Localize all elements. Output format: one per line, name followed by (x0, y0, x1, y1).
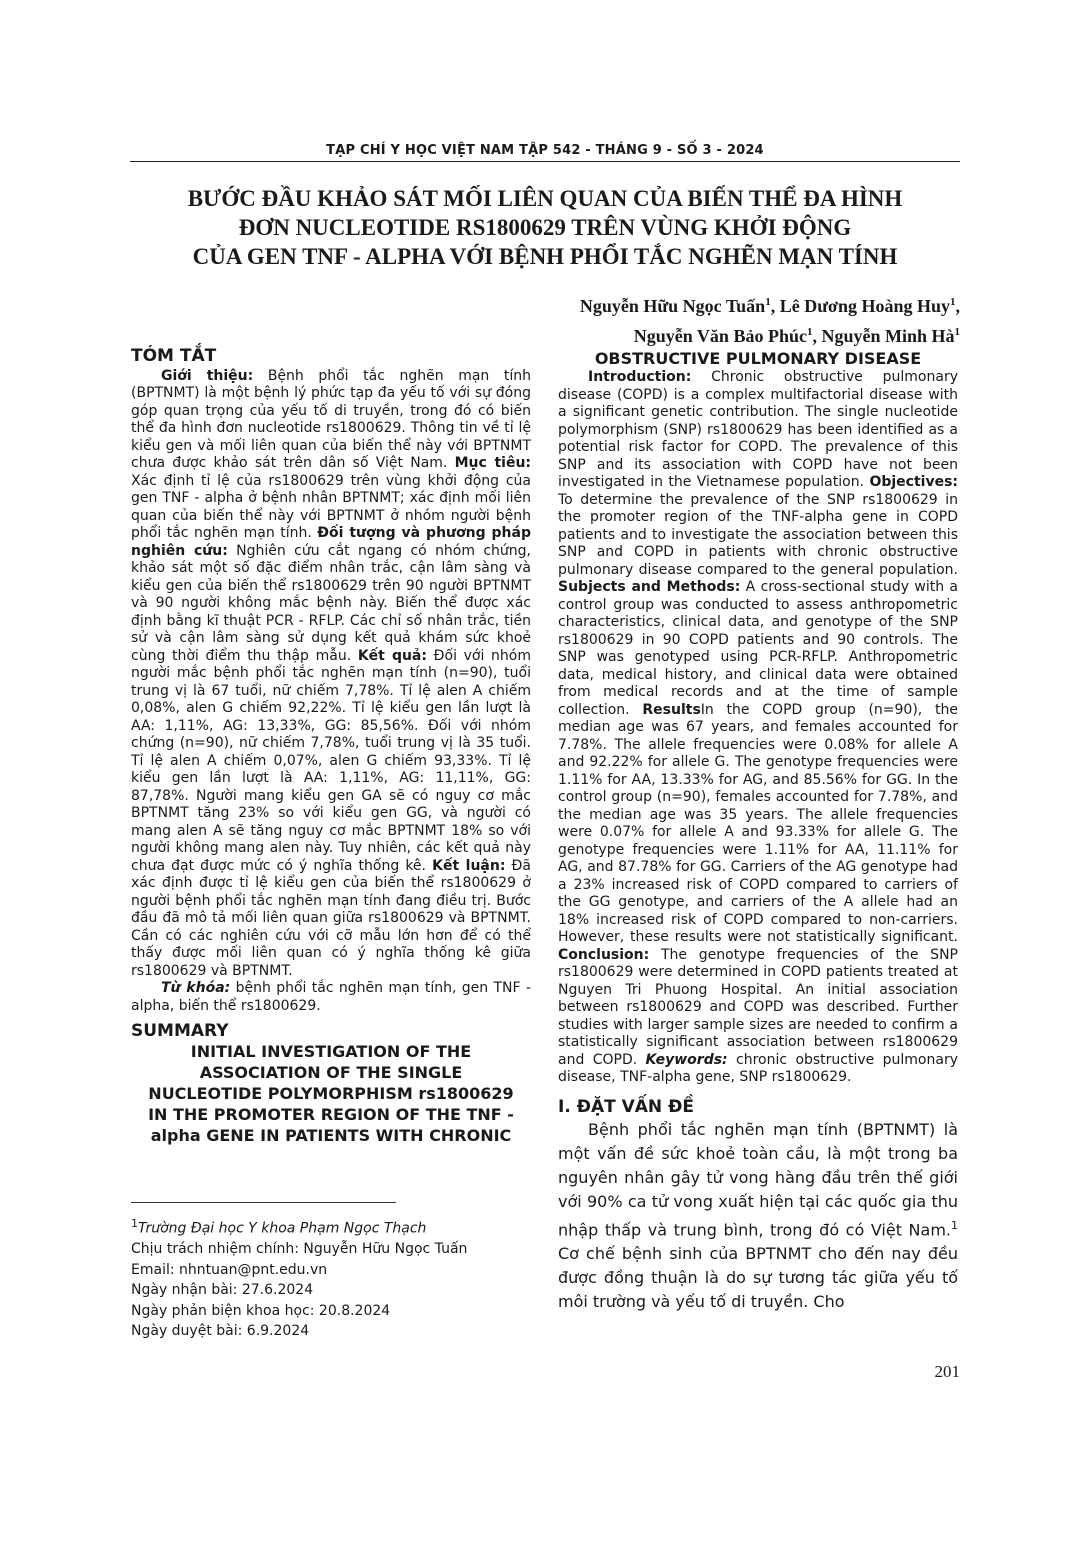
section-text: Bệnh phổi tắc nghẽn mạn tính (BPTNMT) là một vấn đề sức khoẻ toàn cầu, là một trong ba nguyên nhân gây tử vong hàng đầu trên thế giới với 90% ca tử vong xuất hiện tại các quốc gia thu nhập thấp và trung bình, trong đó có Việt Nam. (558, 1120, 958, 1240)
author-name: Lê Dương Hoàng Huy (779, 296, 950, 316)
affiliation-mark: 1 (806, 326, 813, 338)
conclusion-label: Kết luận: (432, 857, 506, 874)
methods-label: Đối tượng và phương pháp nghiên cứu: (131, 525, 531, 559)
intro-text: Bệnh phổi tắc nghẽn mạn tính (BPTNMT) là một bệnh lý phức tạp đa yếu tố với sự đóng góp quan trọng của yếu tố di truyền, trong đó có biến thể đa hình đơn nucleotide rs1800629. Thông tin về tỉ lệ kiểu gen và mối liên quan của biến thể này với BPTNMT chưa được khảo sát trên dân số Việt Nam. (131, 367, 531, 471)
affiliation-mark: 1 (131, 1217, 138, 1230)
keywords-vi-paragraph (131, 980, 531, 1015)
journal-header: TẠP CHÍ Y HỌC VIỆT NAM TẬP 542 - THÁNG 9 - SỐ 3 - 2024 (326, 143, 764, 158)
en-keywords-label: Keywords: (645, 1051, 728, 1068)
results-text: Đối với nhóm người mắc bệnh phổi tắc nghẽn mạn tính (n=90), tuổi trung vị là 67 tuổi, nữ chiếm 7,78%. Tỉ lệ alen A chiếm 0,08%, alen G chiếm 92,22%. Tỉ lệ kiểu gen lần lượt là AA: 1,11%, AG: 13,33%, GG: 85,56%. Đối với nhóm chứng (n=90), nữ chiếm 7,78%, tuổi trung vị là 35 tuổi. Tỉ lệ alen A chiếm 0,07%, alen G chiếm 93,33%. Tỉ lệ kiểu gen lần lượt là AA: 1,11%, AG: 11,11%, GG: 87,78%. Người mang kiểu gen GA sẽ có nguy cơ mắc BPTNMT tăng 23% so với kiểu gen GG, và người có mang alen A sẽ tăng nguy cơ mắc BPTNMT 18% so với người không mang alen này. Tuy nhiên, các kết quả này chưa đạt được mức có ý nghĩa thống kê. (131, 647, 531, 874)
author-list (420, 289, 960, 349)
affiliation-mark: 1 (765, 296, 771, 308)
received-date: Ngày nhận bài: 27.6.2024 (131, 1282, 314, 1299)
abstract-vi-paragraph (131, 368, 531, 981)
objective-text: Xác định tỉ lệ của rs1800629 trên vùng khởi động của gen TNF - alpha ở bệnh nhân BPTNMT; xác định mối liên quan của biến thể này với BPTNMT ở nhóm người bệnh phổi tắc nghẽn mạn tính. (131, 472, 531, 541)
en-objectives-label: Objectives: (869, 474, 958, 490)
summary-paragraph (558, 369, 958, 1087)
reviewed-date: Ngày phản biện khoa học: 20.8.2024 (131, 1302, 391, 1319)
left-column (131, 348, 531, 1146)
english-title-cont: OBSTRUCTIVE PULMONARY DISEASE (594, 349, 922, 368)
keywords-text: bệnh phổi tắc nghẽn mạn tính, gen TNF - alpha, biến thể rs1800629. (131, 980, 531, 1014)
section-heading: I. ĐẶT VẤN ĐỀ (558, 1096, 694, 1117)
english-title-line: INITIAL INVESTIGATION OF THE (190, 1041, 472, 1061)
author-separator: , (770, 296, 780, 316)
en-intro-label: Introduction: (588, 369, 692, 385)
intro-label: Giới thiệu: (161, 367, 254, 384)
footnotes (131, 1214, 531, 1342)
objective-label: Mục tiêu: (454, 455, 532, 471)
english-title-line: alpha GENE IN PATIENTS WITH CHRONIC (150, 1125, 512, 1145)
title-line: ĐƠN NUCLEOTIDE RS1800629 TRÊN VÙNG KHỞI ĐỘNG (238, 215, 852, 240)
header-rule (130, 161, 960, 162)
affiliation-footnote (131, 1214, 531, 1239)
author-separator: , (955, 296, 960, 316)
author-name: Nguyễn Hữu Ngọc Tuấn (579, 296, 766, 316)
conclusion-text: Đã xác định được tỉ lệ kiểu gen của biến thể rs1800629 ở người bệnh phổi tắc nghẽn mạn tính đang điều trị. Bước đầu đã mô tả mối liên quan giữa rs1800629 và BPTNMT. Cần có các nghiên cứu với cỡ mẫu lớn hơn để có thể thấy được mối liên quan có ý nghĩa thống kê giữa rs1800629 và BPTNMT. (131, 857, 531, 979)
en-results-label: Results (642, 701, 701, 718)
abstract-heading: TÓM TẮT (131, 346, 217, 366)
keywords-label: Từ khóa: (161, 980, 231, 996)
affiliation-mark: 1 (954, 326, 960, 338)
author-line (420, 289, 960, 319)
affiliation-text: Trường Đại học Y khoa Phạm Ngọc Thạch (138, 1220, 427, 1237)
right-column (558, 348, 958, 1314)
accepted-date: Ngày duyệt bài: 6.9.2024 (131, 1323, 310, 1340)
en-intro-text: Chronic obstructive pulmonary disease (COPD) is a complex multifactorial disease with a significant genetic contribution. The single nucleotide polymorphism (SNP) rs1800629 has been identified as a potential risk factor for COPD. The prevalence of this SNP and its association with COPD have not been investigated in the Vietnamese population. (558, 369, 958, 490)
email: Email: nhntuan@pnt.edu.vn (131, 1261, 328, 1278)
author-name: Nguyễn Văn Bảo Phúc (633, 326, 807, 346)
section-body (558, 1118, 958, 1314)
author-line (420, 319, 960, 349)
title-line: CỦA GEN TNF - ALPHA VỚI BỆNH PHỔI TẮC NGHẼN MẠN TÍNH (192, 244, 898, 269)
en-conclusion-text: The genotype frequencies of the SNP rs1800629 were determined in COPD patients treated at Nguyen Tri Phuong Hospital. An initial association between rs1800629 and COPD was described. Further studies with larger sample sizes are needed to confirm a statistically significant association between rs1800629 and COPD. (558, 946, 958, 1068)
en-methods-text: A cross-sectional study with a control group was conducted to assess anthropometric characteristics, clinical data, and genotype of the SNP rs1800629 in 90 COPD patients and 90 controls. The SNP was genotyped using PCR-RFLP. Anthropometric data, medical history, and clinical data were obtained from medical records and at the time of sample collection. (558, 579, 958, 718)
reference-mark: 1 (951, 1219, 958, 1232)
english-title-line: NUCLEOTIDE POLYMORPHISM rs1800629 (148, 1083, 514, 1103)
author-name: Nguyễn Minh Hà (821, 326, 955, 346)
english-title-line: IN THE PROMOTER REGION OF THE TNF - (148, 1104, 514, 1124)
article-title (130, 184, 960, 271)
english-title-line: ASSOCIATION OF THE SINGLE (199, 1062, 463, 1082)
en-methods-label: Subjects and Methods: (558, 579, 741, 595)
affiliation-mark: 1 (950, 296, 956, 308)
en-results-text: In the COPD group (n=90), the median age was 67 years, and females accounted for 7.78%. The allele frequencies were 0.08% for allele A and 92.22% for allele G. The genotype frequencies were 1.11% for AA, 13.33% for AG, and 85.56% for GG. In the control group (n=90), females accounted for 7.78%, and the median age was 35 years. The allele frequencies were 0.07% for allele A and 93.33% for allele G. The genotype frequencies were 1.11% for AA, 11.11% for AG, and 87.78% for GG. Carriers of the AG genotype had a 23% increased risk of COPD compared to carriers of the GG genotype, and carriers of the A allele had an 18% increased risk of COPD compared to non-carriers. However, these results were not statistically significant. (558, 701, 958, 945)
title-line: BƯỚC ĐẦU KHẢO SÁT MỐI LIÊN QUAN CỦA BIẾN THỂ ĐA HÌNH (187, 186, 903, 211)
en-conclusion-label: Conclusion: (558, 946, 650, 963)
corresponding-author: Chịu trách nhiệm chính: Nguyễn Hữu Ngọc Tuấn (131, 1241, 468, 1258)
en-keywords-text: chronic obstructive pulmonary disease, TNF-alpha gene, SNP rs1800629. (558, 1051, 958, 1085)
author-separator: , (812, 326, 822, 346)
footnote-rule (131, 1202, 396, 1203)
methods-text: Nghiên cứu cắt ngang có nhóm chứng, khảo sát một số đặc điểm nhân trắc, cận lâm sàng và kiểu gen của biến thể rs1800629 trên 90 người BPTNMT và 90 người không mắc bệnh này. Biến thể được xác định bằng kĩ thuật PCR - RFLP. Các chỉ số nhân trắc, tiền sử và cận lâm sàng sử dụng kết quả khám sức khoẻ cùng thời điểm thu thập mẫu. (131, 542, 532, 664)
en-objectives-text: To determine the prevalence of the SNP rs1800629 in the promoter region of the TNF-alpha gene in COPD patients and to investigate the association between this SNP and COPD in patients with chronic obstructive pulmonary disease compared to the general population. (558, 491, 958, 578)
results-label: Kết quả: (357, 647, 427, 664)
section-text: Cơ chế bệnh sinh của BPTNMT cho đến nay đều được đồng thuận là do sự tương tác giữa yếu tố môi trường và yếu tố di truyền. Cho (558, 1244, 958, 1312)
english-title (131, 1041, 531, 1146)
page-number: 201 (934, 1362, 960, 1381)
summary-heading: SUMMARY (131, 1021, 229, 1041)
